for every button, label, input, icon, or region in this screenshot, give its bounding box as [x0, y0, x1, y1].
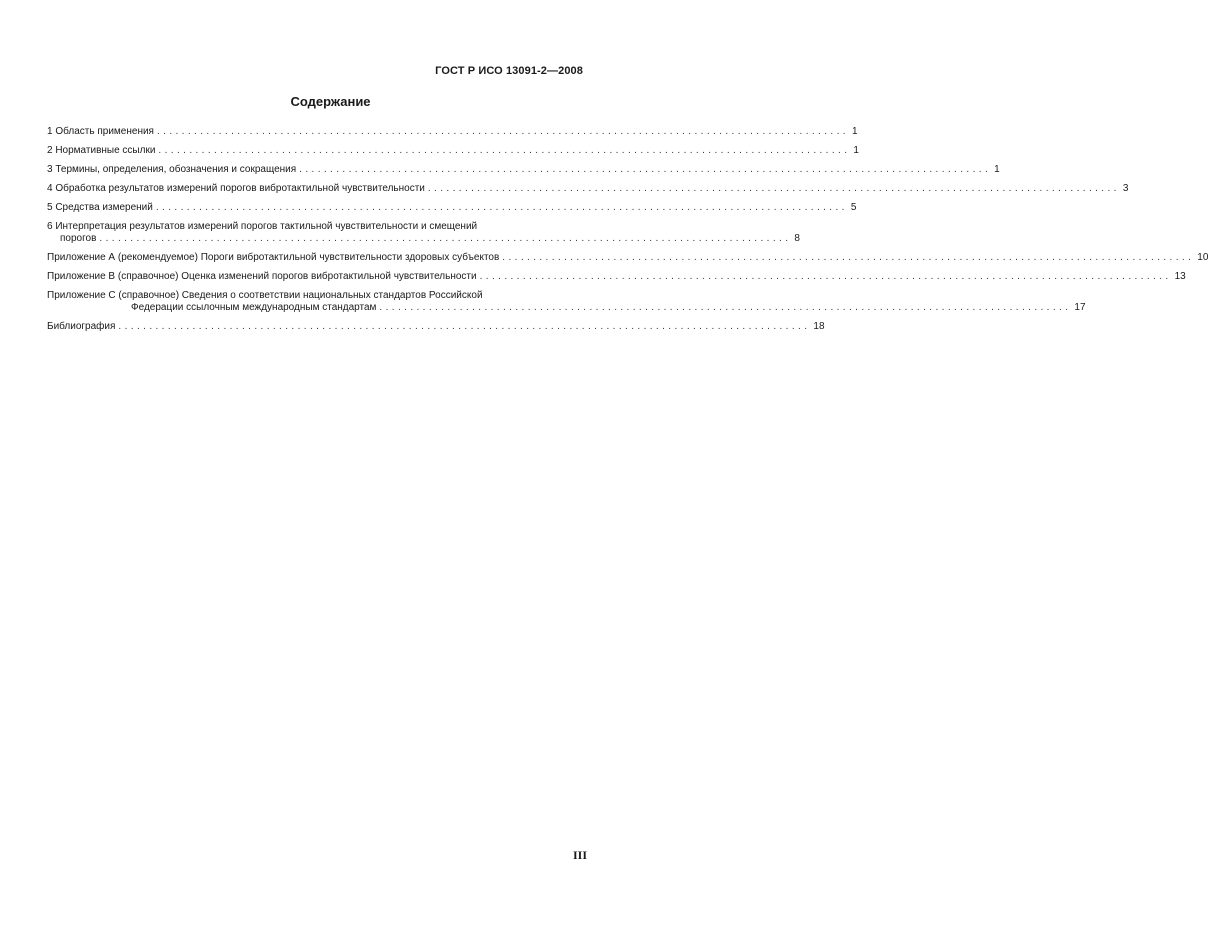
table-of-contents — [47, 126, 1208, 340]
toc-entry-1[interactable] — [47, 126, 858, 138]
toc-entry-text: Приложение А (рекомендуемое) Пороги вибротактильной чувствительности здоровых субъектов — [47, 252, 500, 263]
toc-entry-text: 2 Нормативные ссылки — [47, 145, 156, 156]
toc-entry-text: 4 Обработка результатов измерений порогов вибротактильной чувствительности — [47, 183, 425, 194]
toc-page-number: 1 — [853, 145, 859, 156]
page-title: Содержание — [290, 94, 371, 109]
toc-page-number: 8 — [794, 233, 800, 244]
toc-entry-text: Приложение В (справочное) Оценка изменений порогов вибротактильной чувствительности — [47, 271, 477, 282]
toc-entry-5[interactable] — [47, 202, 857, 214]
toc-leader-dots: ................................................................................................................ — [479, 271, 1172, 282]
toc-entry-appendix-b[interactable] — [47, 271, 1186, 283]
toc-entry-text: Библиография — [47, 321, 116, 332]
page-number: III — [573, 848, 588, 862]
toc-entry-text: 1 Область применения — [47, 126, 154, 137]
toc-entry-text: 6 Интерпретация результатов измерений порогов тактильной чувствительности и смещений — [47, 221, 478, 232]
toc-entry-text: 5 Средства измерений — [47, 202, 153, 213]
toc-page-number: 1 — [994, 164, 1000, 175]
toc-leader-dots: ................................................................................................................ — [502, 252, 1195, 263]
toc-entry-appendix-a[interactable] — [47, 252, 1208, 264]
toc-leader-dots: ................................................................................................................ — [118, 321, 811, 332]
toc-entry-text: Приложение С (справочное) Сведения о соответствии национальных стандартов Российской — [47, 290, 483, 301]
toc-page-number: 17 — [1074, 302, 1086, 313]
toc-page-number: 18 — [813, 321, 825, 332]
toc-leader-dots: ................................................................................................................ — [155, 202, 848, 213]
toc-leader-dots: ................................................................................................................ — [99, 233, 792, 244]
toc-page-number: 13 — [1174, 271, 1186, 282]
document-code: ГОСТ Р ИСО 13091-2—2008 — [435, 65, 583, 77]
toc-entry-6[interactable] — [47, 221, 800, 245]
toc-page-number: 5 — [850, 202, 857, 213]
toc-leader-dots: ................................................................................................................ — [158, 145, 851, 156]
toc-entry-4[interactable] — [47, 183, 1129, 195]
toc-entry-2[interactable] — [47, 145, 859, 157]
toc-entry-bibliography[interactable] — [47, 321, 825, 333]
toc-entry-text-continued: порогов — [60, 233, 97, 244]
toc-entry-text-continued: Федерации ссылочным международным стандартам — [131, 302, 377, 313]
toc-page-number: 1 — [851, 126, 858, 137]
toc-leader-dots: ................................................................................................................ — [299, 164, 992, 175]
toc-page-number: 10 — [1197, 252, 1208, 263]
toc-page-number: 3 — [1122, 183, 1129, 194]
toc-entry-3[interactable] — [47, 164, 1000, 176]
toc-leader-dots: ................................................................................................................ — [379, 302, 1072, 313]
toc-entry-appendix-c[interactable] — [47, 290, 1086, 314]
toc-leader-dots: ................................................................................................................ — [427, 183, 1120, 194]
toc-leader-dots: ................................................................................................................ — [156, 126, 849, 137]
toc-entry-text: 3 Термины, определения, обозначения и сокращения — [47, 164, 297, 175]
